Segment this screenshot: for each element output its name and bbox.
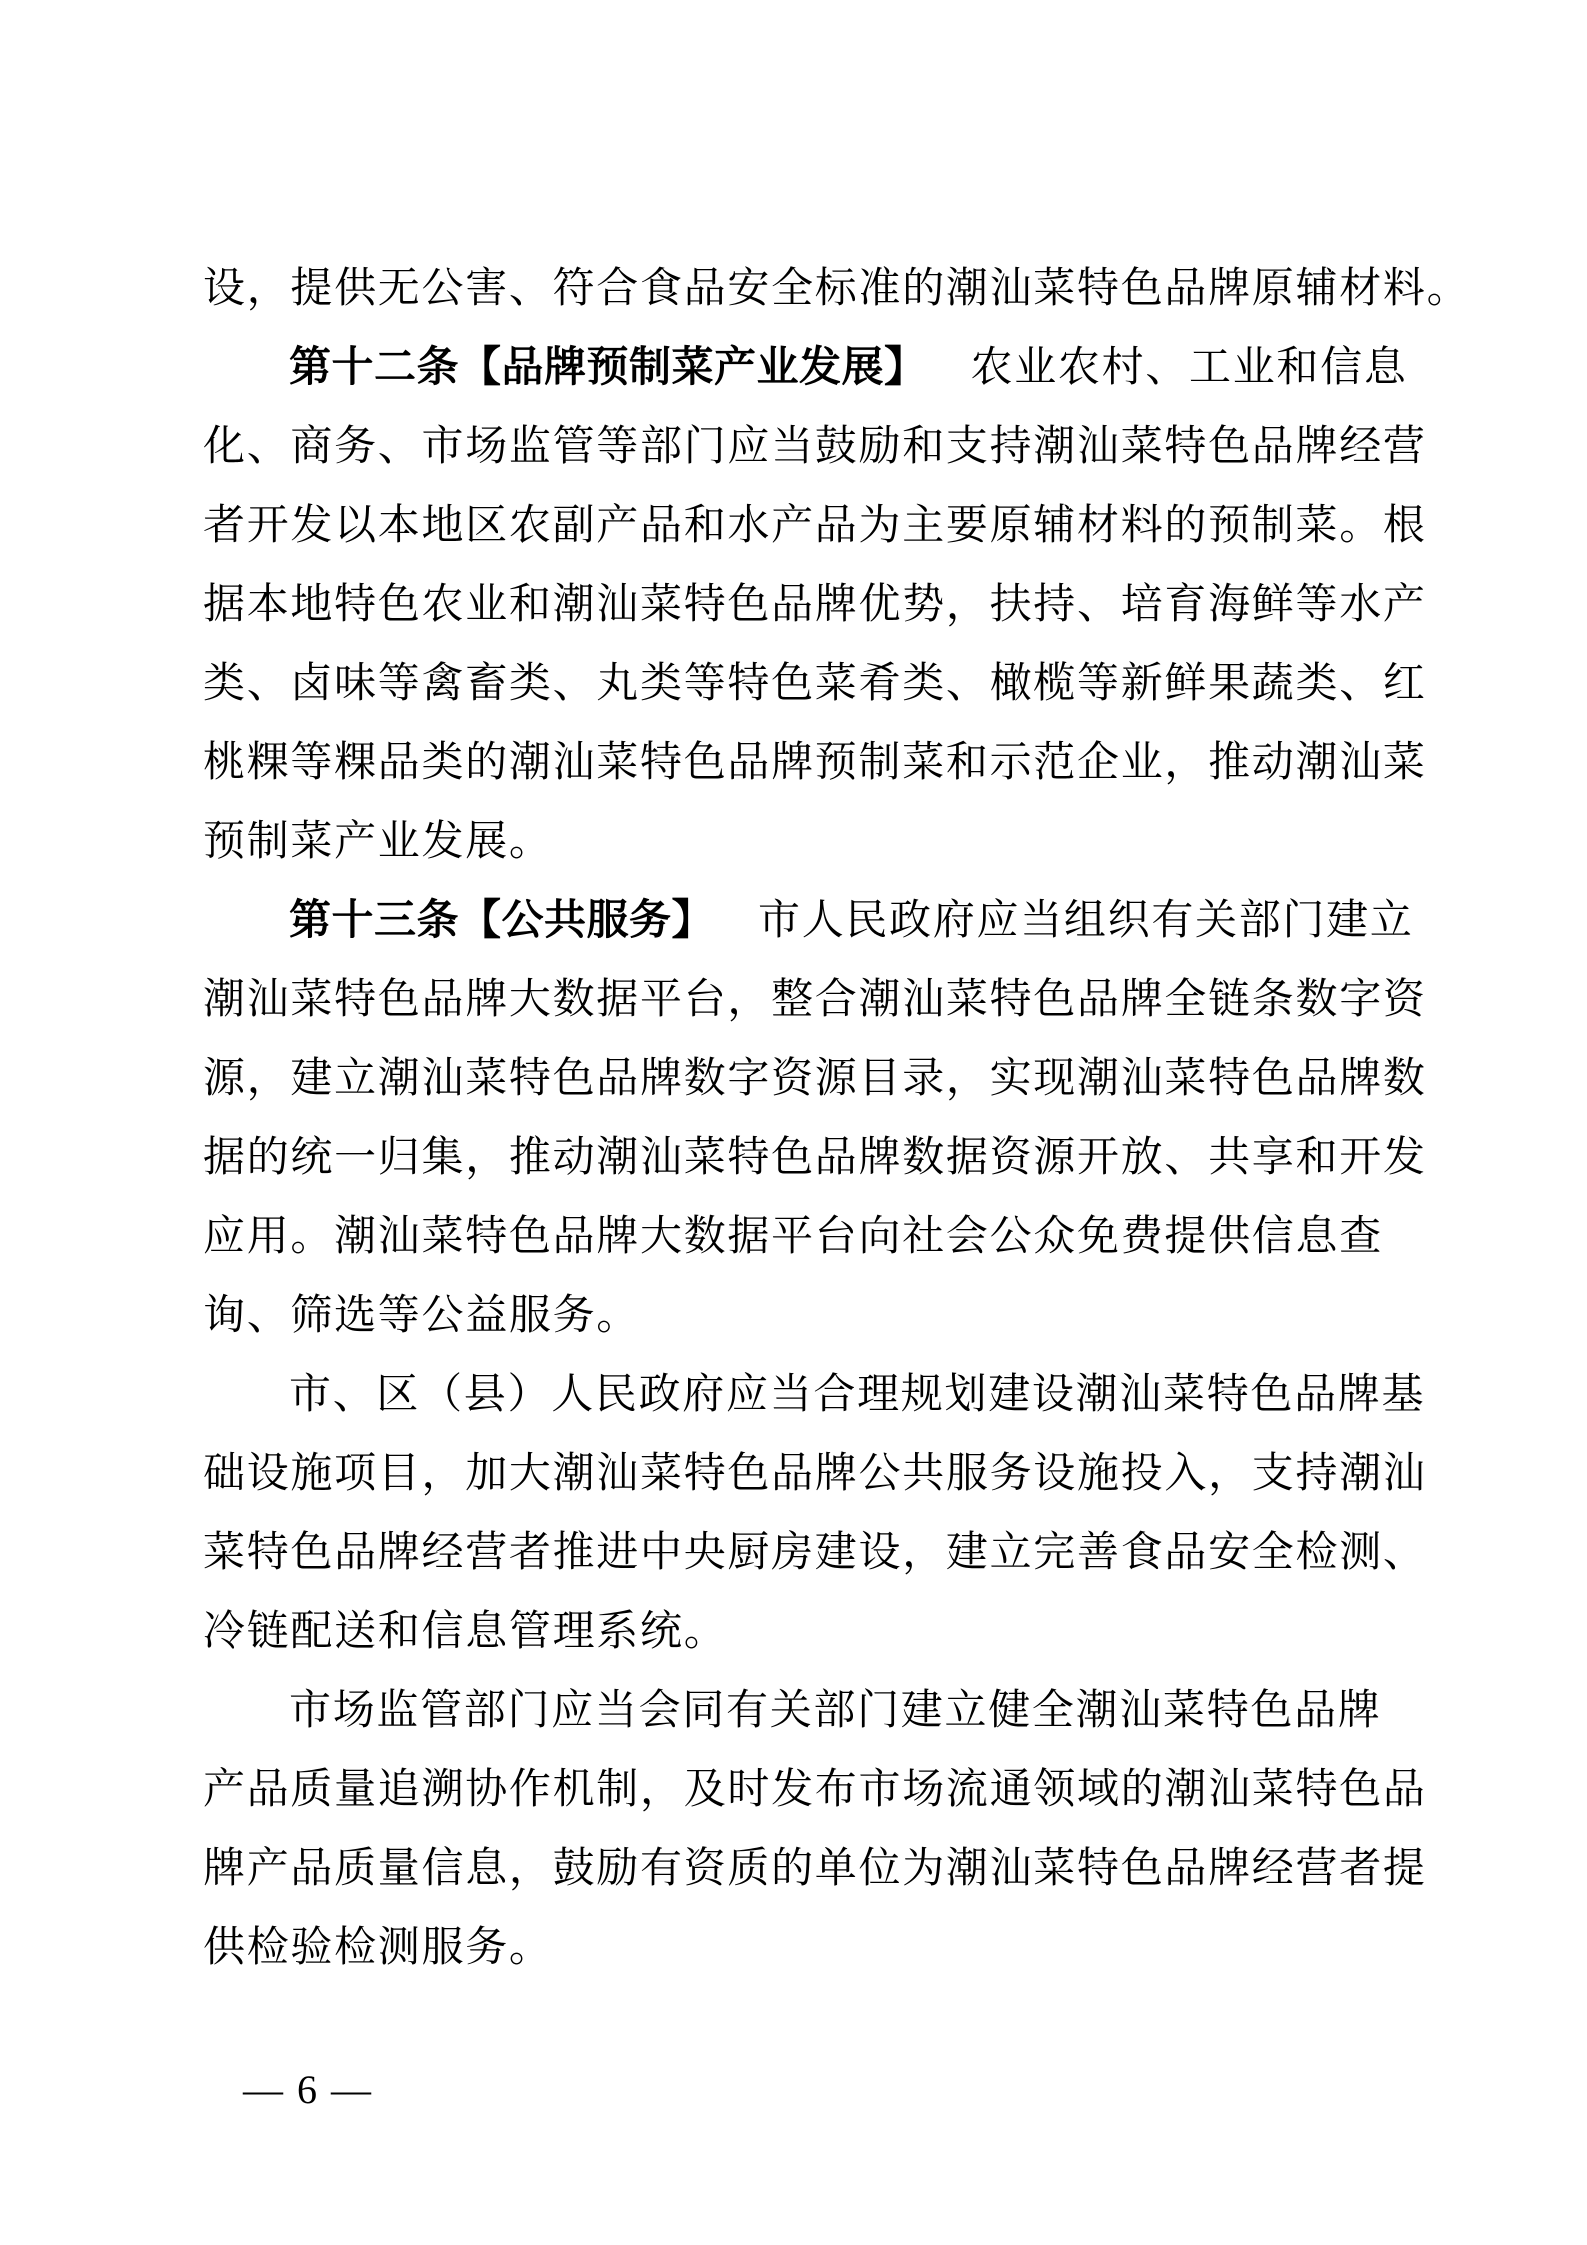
- text-segment: 市人民政府应当组织有关部门建立: [758, 898, 1414, 944]
- text-segment: 预制菜产业发展。: [203, 819, 553, 865]
- text-line: [203, 1751, 1427, 1830]
- text-line: [203, 408, 1427, 487]
- text-line: [203, 961, 1427, 1040]
- text-segment: 供检验检测服务。: [203, 1925, 553, 1971]
- text-line: [203, 1830, 1427, 1909]
- text-segment: 类、卤味等禽畜类、丸类等特色菜肴类、橄榄等新鲜果蔬类、红: [203, 661, 1427, 707]
- text-line: [203, 1909, 1403, 1988]
- text-segment: 潮汕菜特色品牌大数据平台，整合潮汕菜特色品牌全链条数字资: [203, 977, 1427, 1023]
- article-heading: 第十三条【公共服务】: [289, 898, 715, 944]
- text-segment: 源，建立潮汕菜特色品牌数字资源目录，实现潮汕菜特色品牌数: [203, 1056, 1427, 1102]
- text-line: [203, 1119, 1427, 1198]
- text-segment: 者开发以本地区农副产品和水产品为主要原辅材料的预制菜。根: [203, 503, 1427, 549]
- text-segment: 菜特色品牌经营者推进中央厨房建设，建立完善食品安全检测、: [203, 1530, 1427, 1576]
- text-segment: 应用。潮汕菜特色品牌大数据平台向社会公众免费提供信息查: [203, 1214, 1383, 1260]
- text-line: [203, 1435, 1427, 1514]
- text-segment: 化、商务、市场监管等部门应当鼓励和支持潮汕菜特色品牌经营: [203, 424, 1427, 470]
- text-line: [203, 1040, 1427, 1119]
- text-segment: 市、区（县）人民政府应当合理规划建设潮汕菜特色品牌基: [289, 1372, 1426, 1418]
- text-line: [203, 1277, 1403, 1356]
- page-number: — 6 —: [243, 2067, 373, 2112]
- text-line: [203, 250, 1471, 329]
- text-line: [203, 724, 1427, 803]
- text-line: [203, 882, 1414, 961]
- text-line: [203, 1593, 1403, 1672]
- article-heading: 第十二条【品牌预制菜产业发展】: [289, 345, 927, 391]
- text-segment: 桃粿等粿品类的潮汕菜特色品牌预制菜和示范企业，推动潮汕菜: [203, 740, 1427, 786]
- document-body: [203, 250, 1471, 1988]
- text-segment: 牌产品质量信息，鼓励有资质的单位为潮汕菜特色品牌经营者提: [203, 1846, 1427, 1892]
- text-segment: 产品质量追溯协作机制，及时发布市场流通领域的潮汕菜特色品: [203, 1767, 1427, 1813]
- text-segment: 础设施项目，加大潮汕菜特色品牌公共服务设施投入，支持潮汕: [203, 1451, 1427, 1497]
- text-line: [203, 1198, 1403, 1277]
- text-segment: 市场监管部门应当会同有关部门建立健全潮汕菜特色品牌: [289, 1688, 1382, 1734]
- text-line: [203, 1514, 1427, 1593]
- text-line: [203, 566, 1427, 645]
- text-segment: 设，提供无公害、符合食品安全标准的潮汕菜特色品牌原辅材料。: [203, 266, 1471, 312]
- text-segment: 据本地特色农业和潮汕菜特色品牌优势，扶持、培育海鲜等水产: [203, 582, 1427, 628]
- text-line: [203, 1672, 1403, 1751]
- text-segment: 询、筛选等公益服务。: [203, 1293, 641, 1339]
- text-segment: 农业农村、工业和信息: [970, 345, 1408, 391]
- text-segment: 据的统一归集，推动潮汕菜特色品牌数据资源开放、共享和开发: [203, 1135, 1427, 1181]
- text-line: [203, 803, 1403, 882]
- text-line: [203, 329, 1408, 408]
- text-line: [203, 1356, 1426, 1435]
- text-line: [203, 487, 1427, 566]
- text-line: [203, 645, 1427, 724]
- text-segment: 冷链配送和信息管理系统。: [203, 1609, 728, 1655]
